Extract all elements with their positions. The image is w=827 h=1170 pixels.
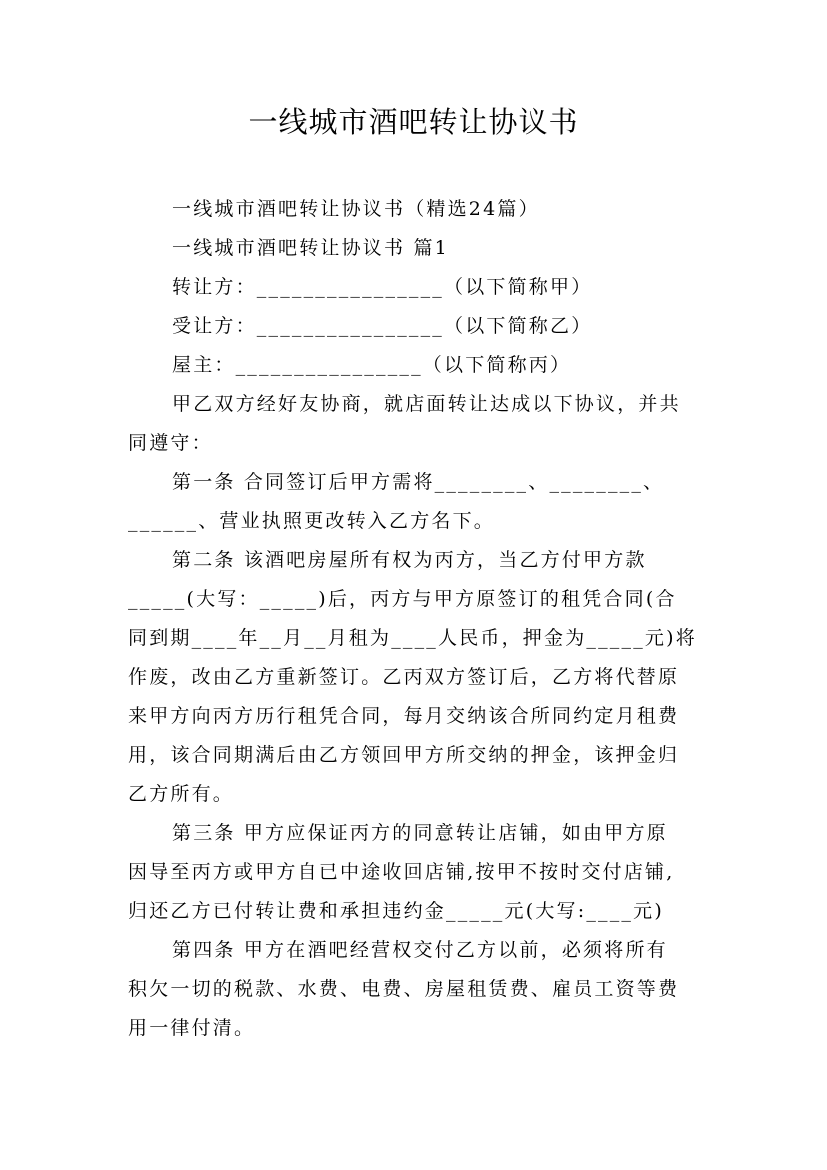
paragraph-line: 同到期____年__月__月租为____人民币，押金为_____元)将 — [128, 627, 697, 649]
paragraph-line: 同遵守： — [128, 432, 213, 454]
paragraph-line: 用，该合同期满后由乙方领回甲方所交纳的押金，该押金归 — [128, 744, 680, 766]
article-four-line: 第四条 甲方在酒吧经营权交付乙方以前，必须将所有 — [172, 939, 668, 961]
article-one-line: 第一条 合同签订后甲方需将________、________、 — [172, 471, 665, 493]
section-heading: 一线城市酒吧转让协议书 篇1 — [172, 237, 449, 259]
paragraph-line: 积欠一切的税款、水费、电费、房屋租赁费、雇员工资等费 — [128, 978, 680, 1000]
document-body — [128, 190, 702, 1048]
document-title: 一线城市酒吧转让协议书 — [248, 105, 579, 139]
paragraph-line: 归还乙方已付转让费和承担违约金_____元(大写:____元) — [128, 900, 664, 922]
transferor-line: 转让方：________________（以下简称甲） — [172, 276, 593, 298]
paragraph-line: 作废，改由乙方重新签订。乙丙双方签订后，乙方将代替原 — [128, 666, 680, 688]
article-three-line: 第三条 甲方应保证丙方的同意转让店铺，如由甲方原 — [172, 822, 668, 844]
paragraph-line: _____(大写：_____)后，丙方与甲方原签订的租凭合同(合 — [128, 588, 677, 610]
landlord-line: 屋主：________________（以下简称丙） — [172, 354, 572, 376]
paragraph-line: 甲乙双方经好友协商，就店面转让达成以下协议，并共 — [172, 393, 681, 415]
transferee-line: 受让方：________________（以下简称乙） — [172, 315, 593, 337]
paragraph-line: ______、营业执照更改转入乙方名下。 — [128, 510, 496, 532]
subtitle-line: 一线城市酒吧转让协议书（精选24篇） — [172, 198, 540, 220]
paragraph-line: 因导至丙方或甲方自已中途收回店铺,按甲不按时交付店铺, — [128, 861, 675, 883]
paragraph-line: 用一律付清。 — [128, 1017, 256, 1039]
paragraph-line: 来甲方向丙方历行租凭合同，每月交纳该合所同约定月租费 — [128, 705, 680, 727]
paragraph-line: 乙方所有。 — [128, 783, 235, 805]
article-two-line: 第二条 该酒吧房屋所有权为丙方，当乙方付甲方款 — [172, 549, 647, 571]
